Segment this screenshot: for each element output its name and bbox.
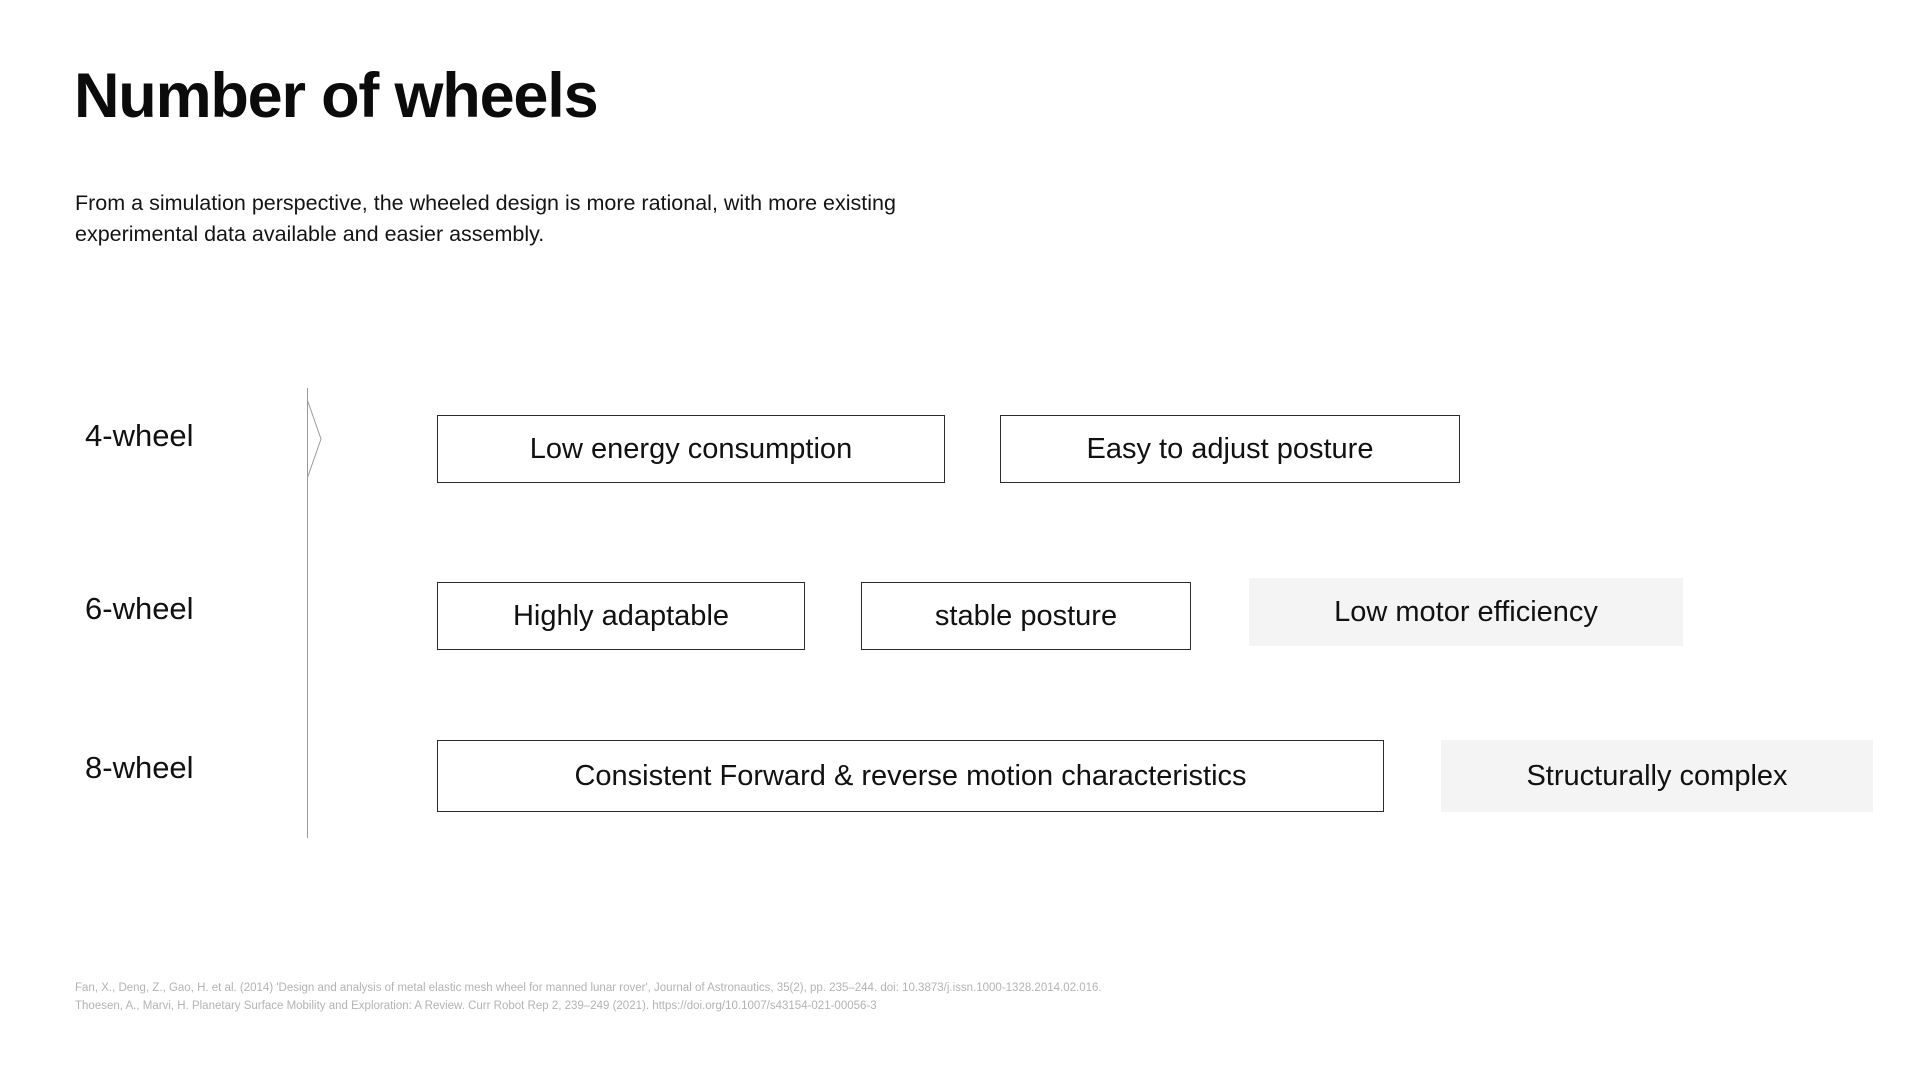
footnote-line-1: Fan, X., Deng, Z., Gao, H. et al. (2014) 'Design and analysis of metal elastic mesh wheel for manned lunar rover', Journal of Astronautics, 35(2), pp. 235–244. doi: 10.3873/j.issn.1000-1328.2014.02.016. xyxy=(75,982,1102,994)
row-label-8-wheel: 8-wheel xyxy=(85,750,194,785)
chip-low-energy-consumption: Low energy consumption xyxy=(437,415,945,483)
chip-stable-posture: stable posture xyxy=(861,582,1191,650)
chip-low-motor-efficiency: Low motor efficiency xyxy=(1249,578,1683,646)
page-title: Number of wheels xyxy=(74,61,598,131)
subtitle-text: From a simulation perspective, the wheeled design is more rational, with more existing experimental data available and easier assembly. xyxy=(75,191,896,246)
chip-structurally-complex: Structurally complex xyxy=(1441,740,1873,812)
chip-highly-adaptable: Highly adaptable xyxy=(437,582,805,650)
chip-easy-to-adjust-posture: Easy to adjust posture xyxy=(1000,415,1460,483)
row-label-6-wheel: 6-wheel xyxy=(85,591,194,626)
chip-consistent-forward-reverse-motion: Consistent Forward & reverse motion characteristics xyxy=(437,740,1384,812)
bracket-arrow-icon xyxy=(307,400,323,478)
footnotes xyxy=(75,980,1102,1016)
footnote-line-2: Thoesen, A., Marvi, H. Planetary Surface Mobility and Exploration: A Review. Curr Robot Rep 2, 239–249 (2021). https://doi.org/10.1007/s43154-021-00056-3 xyxy=(75,999,877,1012)
row-label-4-wheel: 4-wheel xyxy=(85,418,194,453)
